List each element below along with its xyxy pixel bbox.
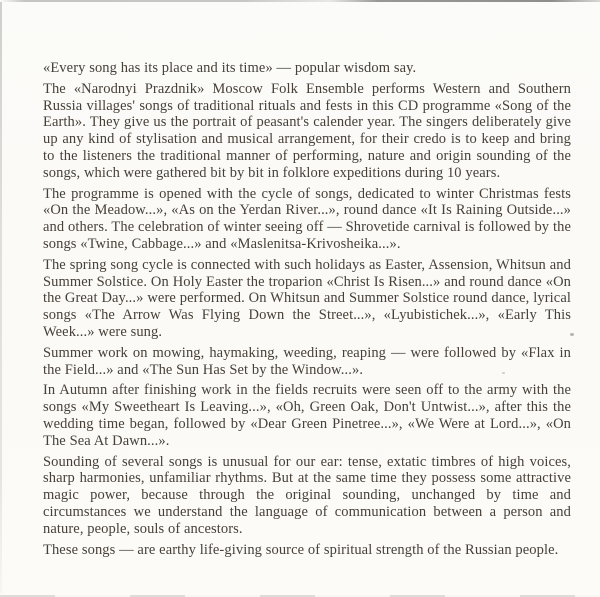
- paragraph-winter-cycle: The programme is opened with the cycle of songs, dedicated to winter Christmas fests «On the Meadow...», «As on the Yerdan River...», round dance «It Is Raining Outside...» and others. The celebration of winter seeing off — Shrovetide carnival is followed by the songs «Twine, Cabbage...» and «Maslenitsa-Krivosheika...».: [43, 185, 571, 252]
- paragraph-closing: These songs — are earthy life-giving source of spiritual strength of the Russian people.: [43, 541, 559, 558]
- paragraph-ensemble-intro: The «Narodnyi Prazdnik» Moscow Folk Ensemble performs Western and Southern Russia villages' songs of traditional rituals and fests in this CD programme «Song of the Earth». They give us the portrait of peasant's calender year. The singers deliberately give up any kind of stylisation and musical arrangement, for their credo is to keep and bring to the listeners the traditional manner of performing, nature and origin sounding of the songs, which were gathered bit by bit in folklore expeditions during 10 years.: [43, 80, 571, 181]
- paragraph-sound-character: Sounding of several songs is unusual for our ear: tense, extatic timbres of high voices, sharp harmonies, unfamiliar rhythms. But at the same time they possess some attractive magic power, because through the original sounding, unchanged by time and circumstances we understand the language of communication between a person and nature, people, souls of ancestors.: [43, 453, 571, 537]
- paragraph-spring-cycle: The spring song cycle is connected with such holidays as Easter, Assension, Whitsun and Summer Solstice. On Holy Easter the troparion «Christ Is Risen...» and round dance «On the Great Day...» were performed. On Whitsun and Summer Solstice round dance, lyrical songs «The Arrow Was Flying Down the Street...», «Lyubistichek...», «Early This Week...» were sung.: [43, 256, 571, 340]
- paragraph-autumn-recruits: In Autumn after finishing work in the fields recruits were seen off to the army with the songs «My Sweetheart Is Leaving...», «Oh, Green Oak, Don't Untwist...», after this the wedding time began, followed by «Dear Green Pinetree...», «We Were at Lord...», «On The Sea At Dawn...».: [43, 382, 571, 449]
- scan-edge-top: [0, 0, 600, 2]
- epigraph: «Every song has its place and its time» — popular wisdom say.: [43, 60, 417, 76]
- scan-edge-left: [0, 2, 2, 593]
- liner-notes-text: [43, 60, 571, 562]
- paragraph-summer-work: Summer work on mowing, haymaking, weeding, reaping — were followed by «Flax in the Field...» and «The Sun Has Set by the Window...».: [43, 344, 571, 378]
